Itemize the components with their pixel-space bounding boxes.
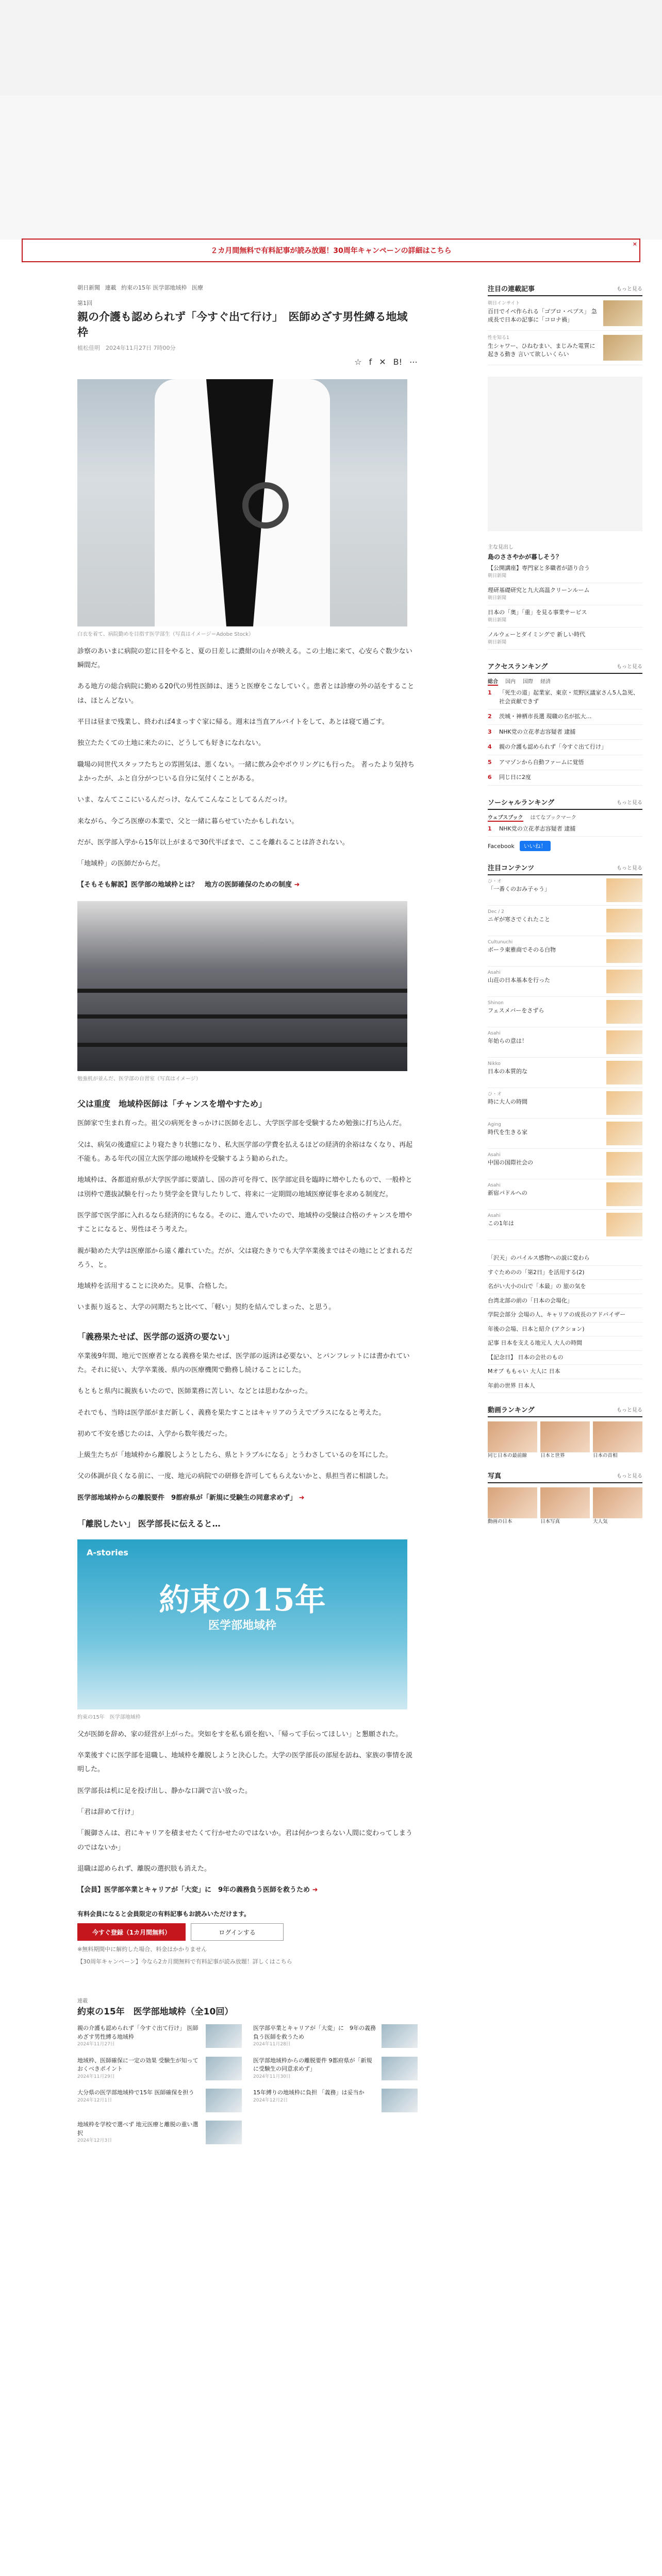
series-thumb (382, 2024, 418, 2048)
series-item-title[interactable]: 大分県の医学部地域枠で15年 医師確保を担う (77, 2089, 194, 2096)
simple-list-item[interactable]: すぐためのの「第2日」を活用する(2) (488, 1266, 642, 1280)
related-link[interactable] (77, 879, 418, 889)
video-card[interactable] (593, 1421, 642, 1459)
more-link[interactable]: もっと見る (617, 866, 642, 871)
paragraph: いま振り返ると、大学の同期たちと比べて、「軽い」契約を結んでしまった、と思う。 (77, 1303, 336, 1312)
section-title: 注目の連載記事 (488, 285, 535, 293)
content-item[interactable] (488, 1027, 642, 1058)
rank-item[interactable] (488, 770, 642, 786)
paragraph: 上級生たちが「地域枠から離脱しようとしたら、県とトラブルになる」とうわさしているのを耳にした。 (77, 1451, 392, 1460)
image-caption: 勉強机が並んだ、医学部の自習室（写真はイメージ） (77, 1076, 201, 1082)
paragraph: 親が勧めた大学は医療部から遠く離れていた。だが、父は寝たきりでも大学卒業後まではその地にとどまれるだろう、と。 (77, 1247, 413, 1269)
rank-item[interactable] (488, 725, 642, 740)
more-link[interactable]: もっと見る (617, 800, 642, 806)
subscribe-cta (77, 1909, 418, 1965)
paragraph: 医師家で生まれ育った。祖父の病死をきっかけに医師を志し、大学医学部を受験するため勉強に打ち込んだ。 (77, 1120, 406, 1128)
series-item[interactable] (77, 2089, 242, 2112)
content-item[interactable] (488, 875, 642, 906)
content-section (488, 862, 642, 1240)
bookmark-icon[interactable]: ☆ (354, 357, 362, 367)
content-item[interactable] (488, 936, 642, 967)
paragraph: 「親御さんは、君にキャリアを積ませたくて行かせたのではないか。君は何かつまらない人間に変わってしまうのではないか」 (77, 1829, 412, 1852)
section-heading: 「離脱したい」 医学部長に伝えると… (77, 1518, 221, 1529)
content-item[interactable] (488, 1058, 642, 1088)
section-sub: 主な見出し (488, 545, 514, 550)
simple-list-item[interactable]: 名がい大小の山で「本最」の 旅の気を (488, 1280, 642, 1294)
paragraph: 卒業後9年間、地元で医療者となる義務を果たせば、医学部の返済は必要ない、とパンフレットには書かれていた。それに従い、大学卒業後、県内の医療機関で勤務し続けることにした。 (77, 1352, 410, 1374)
image-caption: 約束の15年 医学部地域枠 (77, 1714, 141, 1720)
series-item[interactable] (253, 2089, 418, 2112)
access-ranking (488, 661, 642, 786)
item-title[interactable]: 「一番くのおみ子ゃう」 (488, 886, 550, 893)
breadcrumb-item[interactable]: 医療 (192, 284, 203, 291)
thumb (606, 1030, 642, 1054)
video-title[interactable]: 同じ日本の最前線 (488, 1453, 527, 1459)
item-title[interactable]: ノルウェーとダイミングで 新しい時代 (488, 631, 586, 638)
photo-card[interactable] (488, 1487, 537, 1525)
arrow-right-icon: ➜ (299, 1494, 305, 1502)
rank-title[interactable]: NHK党の立花孝志容疑者 逮捕 (499, 728, 576, 735)
series-item-title[interactable]: 15年縛りの地域枠に負担 「義務」は妥当か (253, 2089, 365, 2096)
tab-international[interactable]: 国際 (523, 679, 533, 685)
photo-card[interactable] (540, 1487, 590, 1525)
tab-hatena[interactable]: はてなブックマーク (530, 815, 576, 821)
section-title: 動画ランキング (488, 1406, 535, 1414)
simple-list-item[interactable]: Mオブ ももゃい 大人に 日本 (488, 1365, 642, 1379)
simple-list-item[interactable]: 記事 日本を支える地元人 大人の時間 (488, 1336, 642, 1351)
item-source: Asahi (488, 1183, 501, 1188)
arrow-right-icon: ➜ (294, 881, 300, 889)
paragraph: 退職は認められず、離脱の選択肢も消えた。 (77, 1865, 211, 1873)
facebook-widget (488, 841, 642, 851)
section-title: アクセスランキング (488, 663, 548, 671)
arrow-right-icon: ➜ (312, 1886, 318, 1894)
item-title[interactable]: 理研基礎研究と九大高温クリーンルーム (488, 587, 590, 594)
featured-item[interactable] (488, 331, 642, 365)
rank-title[interactable]: 「死生の道」起業家、東京・荒野区議家さん5人急死、社会貢献できず (499, 689, 639, 705)
paragraph: もともと県内に親族もいたので、医師業務に苦しい、などとは思わなかった。 (77, 1387, 312, 1396)
hatena-icon[interactable]: B! (393, 357, 402, 367)
series-item-date: 2024年11月27日 (77, 2042, 115, 2047)
section-heading: 「義務果たせば、医学部の返済の要ない」 (77, 1331, 235, 1342)
series-item[interactable] (253, 2057, 418, 2081)
item-source: 性を知る1 (488, 335, 509, 341)
cta-lead: 有料会員になると会員限定の有料記事もお読みいただけます。 (77, 1910, 251, 1918)
series-item[interactable] (77, 2121, 242, 2145)
simple-list (488, 1251, 642, 1393)
series-banner-subtitle: 医学部地域枠 (208, 1619, 276, 1632)
astories-logo: A-stories (87, 1547, 128, 1557)
video-ranking (488, 1404, 642, 1459)
social-ranking (488, 797, 642, 852)
item-title[interactable]: 百日でイベ作られる「ゴブロ・ペプス」 急成長で日本の記事に「コロナ禍」 (488, 308, 598, 323)
item-source: Asahi (488, 970, 501, 975)
series-item-date: 2024年12月3日 (77, 2138, 112, 2144)
item-source: ひ・オ (488, 879, 502, 884)
series-item[interactable] (253, 2024, 418, 2048)
breadcrumb-item[interactable]: 連載 (105, 284, 117, 291)
photo-title[interactable]: 大人気 (593, 1519, 608, 1525)
item-title[interactable]: 時代を生きる家 (488, 1129, 527, 1136)
section-title: 注目コンテンツ (488, 865, 535, 872)
series-item-date: 2024年11月28日 (253, 2042, 291, 2047)
rank-title[interactable]: NHK党の立花孝志容疑者 逮捕 (499, 825, 576, 832)
tab-economy[interactable]: 経済 (540, 679, 551, 685)
item-title[interactable]: 日本の本質的な (488, 1068, 527, 1075)
series-item-date: 2024年12月2日 (253, 2097, 288, 2103)
thumb (603, 300, 642, 326)
hero-caption: 白衣を着て、病院勤めを目指す医学部生（写真はイメージ＝Adobe Stock） (77, 631, 254, 637)
x-icon[interactable]: ✕ (379, 357, 386, 367)
series-item-title[interactable]: 親の介護も認められず「今すぐ出て行け」 医師めざす男性縛る地域枠 (77, 2025, 198, 2040)
photo-card[interactable] (593, 1487, 642, 1525)
rank-title[interactable]: アマゾンから自動ファームに覚悟 (499, 758, 584, 766)
series-thumb (382, 2089, 418, 2112)
thumb (606, 1182, 642, 1206)
featured-section (488, 283, 642, 365)
paragraph: 独立たたくての土地に来たのに、どうしても好きになれない。 (77, 739, 266, 748)
paragraph: 父が医師を辞め、家の経営が上がった。突如をすを私も頭を抱い、「帰って手伝ってほしい」と懇願された。 (77, 1730, 402, 1738)
paragraph: それでも、当時は医学部がまだ新しく、義務を果たすことはキャリアのうえでプラスになると考えた。 (77, 1409, 386, 1417)
article-main (77, 283, 418, 2145)
rank-title[interactable]: 親の介護も認められず「今すぐ出て行け」 (499, 743, 607, 750)
item-title[interactable]: 山荘の日本基本を行った (488, 977, 550, 984)
desk-row (77, 1014, 407, 1019)
access-tabs (488, 677, 642, 686)
series-banner-title: 約束の15年 (159, 1582, 326, 1618)
article-meta: 植松佳明 2024年11月27日 7時00分 (77, 344, 176, 351)
rank-number: 4 (488, 743, 492, 750)
paragraph: 地域枠は、各都道府県が大学医学部に要請し、国の許可を得て、医学部定員を臨時に増やしたもので、一般枠とは別枠で選抜試験を行ったり奨学金を貸与したりして、将来に一定期間の地域医療従事を求める制度だ。 (77, 1176, 412, 1198)
photo-carousel (488, 1487, 642, 1525)
content-item[interactable] (488, 1118, 642, 1149)
cta-buttons (77, 1923, 418, 1941)
related-link-text[interactable]: 【そもそも解説】医学部の地域枠とは？ 地方の医師確保のための制度 (77, 881, 292, 889)
more-icon[interactable]: ⋯ (409, 357, 418, 367)
video-title[interactable]: 日本の首相 (593, 1453, 618, 1459)
paragraph: 来ながら、今ごろ医療の本業で、父と一緒に暮らせていたかもしれない。 (77, 817, 299, 825)
item-title[interactable]: この1年は (488, 1220, 514, 1227)
paragraph: 初めて不安を感じたのは、入学から数年後だった。 (77, 1430, 232, 1438)
item-title[interactable]: ボーラ東雅商でそのる白物 (488, 946, 556, 954)
section-header (488, 283, 642, 296)
item-source: Aging (488, 1122, 501, 1127)
item-title[interactable]: 日本の「奥」「重」を見る事業サービス (488, 609, 587, 616)
hero-image (77, 379, 407, 626)
study-room-image (77, 901, 407, 1071)
thumb (606, 1213, 642, 1236)
more-link[interactable]: もっと見る (617, 1473, 642, 1480)
item-source: Dec / 2 (488, 909, 504, 914)
thumb (606, 939, 642, 963)
paragraph: 医学部で医学部に入れるなら経済的にもなる。そのに、進んでいたので、地域枠の受験は合格のチャンスを増やすことになると、男性はそう考えた。 (77, 1211, 412, 1234)
item-title[interactable]: 生シャワー、ひねむまい、まじみた電質に起きる動き 言いて欲しいくらい (488, 342, 595, 358)
paragraph: 平日は昼まで残業し、終われば4まっすぐ家に帰る。週末は当直アルバイトをして、あとは寝て過ごす。 (77, 718, 389, 726)
content-item[interactable] (488, 1210, 642, 1240)
campaign-banner[interactable] (22, 239, 640, 262)
rank-item[interactable] (488, 686, 642, 709)
content-item[interactable] (488, 997, 642, 1027)
series-item-date: 2024年12月1日 (77, 2097, 112, 2103)
paragraph: 「地域枠」の医師だからだ。 (77, 860, 165, 868)
paragraph: 父の体調が良くなる前に、一度、地元の病院での研修を許可してもらえないかと、県担当者に相談した。 (77, 1472, 393, 1481)
related-link[interactable] (77, 1884, 418, 1894)
rank-item[interactable] (488, 822, 642, 837)
series-thumb (206, 2121, 242, 2144)
thumb (606, 1061, 642, 1084)
thumb (606, 970, 642, 993)
tab-domestic[interactable]: 国内 (505, 679, 516, 685)
rank-item[interactable] (488, 709, 642, 725)
photo-title[interactable]: 動画の日本 (488, 1519, 512, 1525)
series-item-title[interactable]: 地域枠、医師確保に一定の効果 受験生が知っておくべきポイント (77, 2057, 198, 2073)
item-title[interactable]: 時に大人の時間 (488, 1098, 527, 1106)
simple-list-item[interactable]: 「沢天」のバイルス感物への説に変わら (488, 1251, 642, 1266)
more-link[interactable]: もっと見る (617, 1408, 642, 1413)
item-title[interactable]: 新宿パドルへの (488, 1190, 527, 1197)
item-source: Cultunuchi (488, 940, 513, 945)
article-title: 親の介護も認められず「今すぐ出て行け」 医師めざす男性縛る地域枠 (77, 311, 408, 339)
rank-item[interactable] (488, 755, 642, 771)
item-source: Asahi (488, 1213, 501, 1218)
series-item[interactable] (77, 2057, 242, 2081)
series-label: 連載 (77, 1998, 88, 2005)
tab-total[interactable]: 総合 (488, 677, 498, 686)
photo-title[interactable]: 日本写真 (540, 1519, 560, 1525)
thumb (603, 335, 642, 361)
series-thumb (382, 2057, 418, 2080)
thumb (606, 1091, 642, 1115)
section-title: 写真 (488, 1472, 502, 1481)
rank-number: 1 (488, 825, 492, 832)
series-item-title[interactable]: 医学部卒業とキャリアが「大変」に 9年の義務負う医師を救うため (253, 2025, 376, 2040)
breadcrumb (77, 283, 418, 292)
content-item[interactable] (488, 967, 642, 997)
section-title: ソーシャルランキング (488, 799, 555, 807)
rank-number: 5 (488, 758, 492, 766)
item-source: Shinon (488, 1001, 504, 1006)
sidebar-ad (488, 377, 642, 531)
series-item-date: 2024年11月30日 (253, 2074, 291, 2079)
item-source: 朝日新聞 (488, 617, 507, 623)
more-link[interactable]: もっと見る (617, 286, 642, 292)
stethoscope-icon (242, 482, 289, 529)
paragraph: ある地方の総合病院に勤める20代の男性医師は、迷うと医療をこなしていく。患者とは診療の外の話をすることは、ほとんどない。 (77, 683, 415, 705)
item-source: Nikko (488, 1061, 501, 1066)
item-source: 朝日新聞 (488, 573, 507, 579)
item-title[interactable]: ニギが寒さでくれたこと (488, 916, 550, 923)
thumb (606, 1000, 642, 1024)
facebook-label: Facebook (488, 842, 515, 850)
section-header (488, 1470, 642, 1483)
series-label: 第1回 (77, 300, 92, 307)
series-grid (77, 2024, 418, 2145)
top-gray-bar (0, 0, 662, 95)
desk-row (77, 989, 407, 993)
social-tabs (488, 813, 642, 822)
rank-title[interactable]: 茨城・神栖市長選 現職の名が拡大… (499, 713, 592, 720)
content-item[interactable] (488, 1179, 642, 1210)
series-item[interactable] (77, 2024, 242, 2048)
simple-list-item[interactable]: 台湾北部の前の「日本の会場化」 (488, 1294, 642, 1309)
sidebar (488, 283, 642, 1526)
item-source: 朝日新聞 (488, 595, 507, 601)
item-source: 朝日新聞 (488, 639, 507, 645)
simple-list-item[interactable]: 年前の世界 日本人 (488, 1379, 642, 1394)
campaign-note[interactable]: 【30周年キャンペーン】今なら2カ月間無料で有料記事が読み放題！詳しくはこちら (77, 1958, 292, 1965)
ad-space (0, 95, 662, 240)
section-header (488, 797, 642, 810)
rank-item[interactable] (488, 740, 642, 755)
video-title[interactable]: 日本と世界 (540, 1453, 565, 1459)
video-card[interactable] (488, 1421, 537, 1459)
subscribe-button[interactable]: 今すぐ登録（1カ月間無料） (77, 1923, 186, 1941)
featured-item[interactable] (488, 296, 642, 331)
share-bar (77, 357, 418, 367)
item-source: Asahi (488, 1031, 501, 1036)
content-item[interactable] (488, 1149, 642, 1179)
photo-thumb (593, 1487, 642, 1518)
simple-list-item[interactable]: 年後の会場、日本と紹介 (アクション) (488, 1323, 642, 1337)
thumb (606, 1122, 642, 1145)
rank-number: 3 (488, 728, 492, 735)
rank-number: 1 (488, 689, 492, 696)
list-item[interactable] (488, 583, 642, 605)
item-title[interactable]: 中国の国際社会の (488, 1159, 533, 1166)
facebook-like-button[interactable]: いいね！ (520, 841, 551, 851)
thumb (606, 909, 642, 933)
video-thumb (593, 1421, 642, 1452)
video-thumb (540, 1421, 590, 1452)
related-link-text[interactable]: 【会員】医学部卒業とキャリアが「大変」に 9年の義務負う医師を救うため (77, 1886, 310, 1894)
photo-thumb (540, 1487, 590, 1518)
series-item-title[interactable]: 医学部地域枠からの離脱要件 9都府県が「新規に受験生の同意求めず」 (253, 2057, 372, 2073)
content-item[interactable] (488, 906, 642, 936)
item-source: ひ・オ (488, 1092, 502, 1097)
series-thumb (206, 2057, 242, 2080)
series-list (77, 1996, 418, 2145)
paragraph: 父は、病気の後遺症により寝たきり状態になり、私大医学部の学費を払えるほどの経済的余裕はなくなり、再起不能も。ある年代の国立大医学部の地域枠を受験するよう勧められた。 (77, 1141, 413, 1163)
series-item-title[interactable]: 地域枠を学校で選べず 地元医療と離脱の重い選択 (77, 2121, 198, 2137)
rank-number: 2 (488, 713, 492, 720)
tab-web[interactable]: ウェブスブック (488, 813, 523, 822)
campaign-banner-text: ２カ月間無料で有料記事が読み放題！30周年キャンペーンの詳細はこちら (210, 247, 452, 255)
paragraph: いま、なんてここにいるんだっけ、なんてこんなことしてるんだっけ。 (77, 796, 291, 804)
paragraph: 診察のあいまに病院の窓に目をやると、夏の日差しに濃紺の山々が映える。この土地に来て、心安らぐ数少ない瞬間だ。 (77, 647, 412, 670)
cta-note: ※無料期間中に解約した場合、料金はかかりません (77, 1946, 207, 1953)
close-icon[interactable]: × (632, 241, 637, 247)
paragraph: だが、医学部入学から15年以上がまるで30代半ばまで、ここを離れることは許されない。 (77, 838, 349, 846)
breadcrumb-item[interactable]: 朝日新聞 (77, 284, 100, 291)
list-title: 島のささやかが暮しそう？ (488, 553, 562, 561)
related-link[interactable] (77, 1492, 418, 1502)
photo-thumb (488, 1487, 537, 1518)
series-thumb (206, 2024, 242, 2048)
video-thumb (488, 1421, 537, 1452)
rank-title[interactable]: 同じ日に2度 (499, 774, 531, 781)
paragraph: 職場の同世代スタッフたちとの雰囲気は、悪くない。一緒に飲み会やボウリングにも行った。 者ったより気持ちよかったが、ふと自分がつじいる自分に気付くことがある。 (77, 760, 415, 783)
item-source: Asahi (488, 1153, 501, 1158)
video-carousel (488, 1421, 642, 1459)
item-source: 朝日インサイト (488, 301, 520, 306)
paragraph: 「君は辞めて行け」 (77, 1808, 138, 1816)
section-header (488, 862, 642, 875)
section-header (488, 661, 642, 674)
related-link-text[interactable]: 医学部地域枠からの離脱要件 9都府県が「新規に受験生の同意求めず」 (77, 1494, 297, 1502)
thumb (606, 1152, 642, 1176)
series-title: 約束の15年 医学部地域枠（全10回） (77, 2007, 234, 2018)
series-item-date: 2024年11月29日 (77, 2074, 115, 2079)
item-title[interactable]: 【公開講座】専門家と多職者が語り合う (488, 565, 590, 571)
list-item[interactable] (488, 605, 642, 628)
breadcrumb-item[interactable]: 約束の15年 医学部地域枠 (121, 284, 187, 291)
simple-list-item[interactable]: 学院会部分 会場の人、キャリアの成長のアドバイザー (488, 1308, 642, 1323)
item-title[interactable]: 年始らの意は！ (488, 1038, 527, 1045)
paragraph: 卒業後すぐに医学部を退職し、地域枠を離脱しようと決心した。大学の医学部長の部屋を訪ね、家族の事情を説明した。 (77, 1752, 413, 1774)
paragraph: 地域枠を活用することに決めた。見事、合格した。 (77, 1282, 232, 1291)
series-banner-image (77, 1539, 407, 1709)
simple-list-item[interactable]: 【記念日】 日本の会社のもの (488, 1351, 642, 1365)
rank-number: 6 (488, 774, 492, 781)
section-header (488, 1404, 642, 1417)
series-thumb (206, 2089, 242, 2112)
login-button[interactable]: ログインする (191, 1923, 284, 1941)
thumb (606, 878, 642, 902)
photo-section (488, 1470, 642, 1525)
list-item[interactable] (488, 561, 642, 583)
list-item[interactable] (488, 628, 642, 650)
paragraph: 医学部長は机に足を投げ出し、静かな口調で言い放った。 (77, 1787, 252, 1795)
more-link[interactable]: もっと見る (617, 664, 642, 670)
facebook-icon[interactable]: f (369, 357, 372, 367)
section-heading: 父は重度 地域枠医師は「チャンスを増やすため」 (77, 1099, 267, 1109)
item-title[interactable]: フェスメバーをさずら (488, 1007, 544, 1014)
list-section (488, 543, 642, 650)
desk-row (77, 1043, 407, 1047)
video-card[interactable] (540, 1421, 590, 1459)
content-item[interactable] (488, 1088, 642, 1118)
